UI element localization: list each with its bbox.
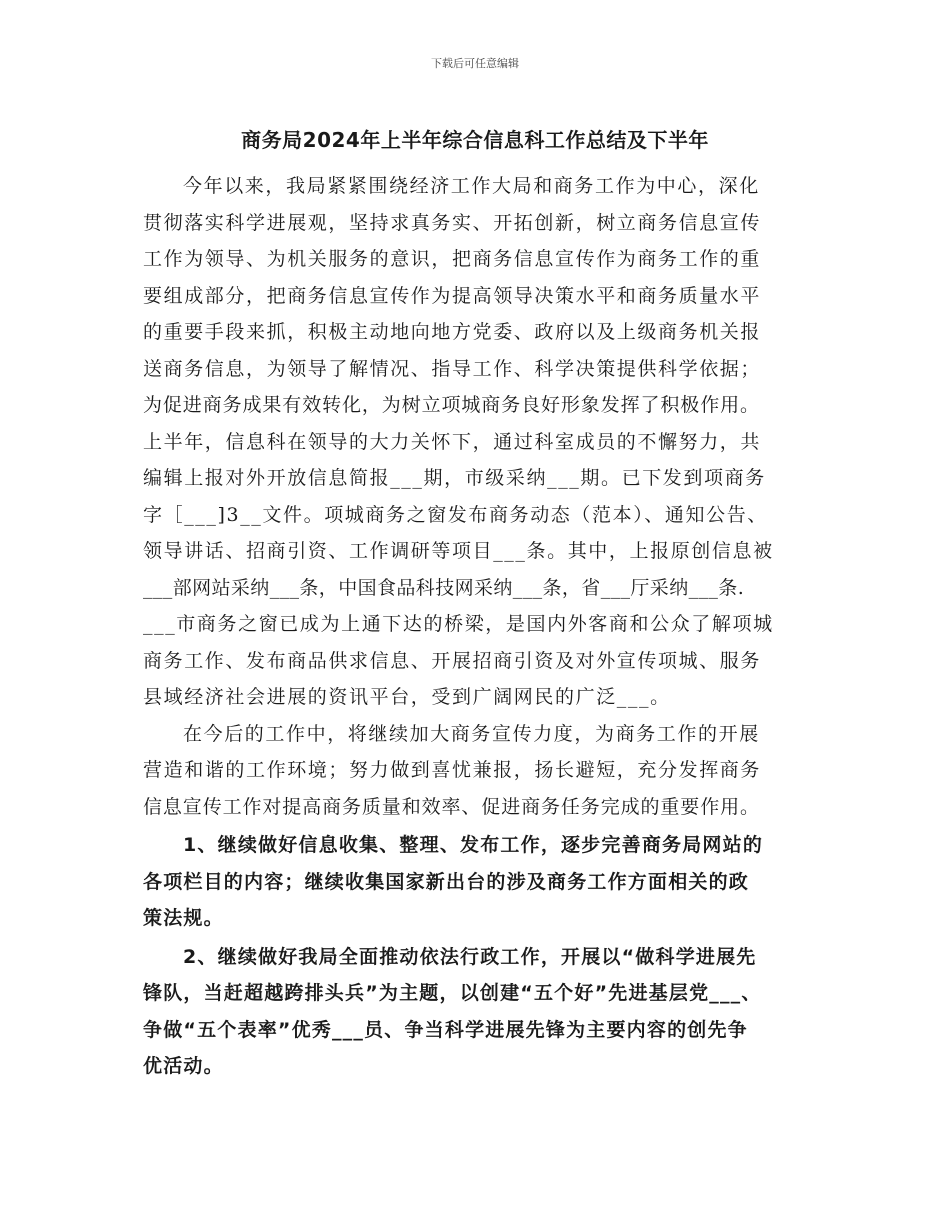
text-line: 商务工作、发布商品供求信息、开展招商引资及对外宣传项城、服务 xyxy=(143,649,762,672)
document-title: 商务局2024年上半年综合信息科工作总结及下半年 xyxy=(241,128,709,152)
text-line: ___部网站采纳___条，中国食品科技网采纳___条，省___厅采纳___条. xyxy=(143,576,745,599)
paragraph-2 xyxy=(143,716,823,826)
text-line: 各项栏目的内容；继续收集国家新出台的涉及商务工作方面相关的政 xyxy=(143,870,750,893)
text-line: 县域经济社会进展的资讯平台，受到广阔网民的广泛___。 xyxy=(143,686,671,708)
text-line: 为促进商务成果有效转化，为树立项城商务良好形象发挥了积极作用。 xyxy=(143,394,760,416)
list-item-2 xyxy=(143,939,823,1085)
text-line: 争做“五个表率”优秀___员、争当科学进展先锋为主要内容的创先争 xyxy=(143,1018,748,1041)
text-line: 领导讲话、招商引资、工作调研等项目___条。其中，上报原创信息被 xyxy=(143,540,774,562)
text-line: 要组成部分，把商务信息宣传作为提高领导决策水平和商务质量水平 xyxy=(143,284,762,307)
text-line: 优活动。 xyxy=(143,1055,224,1077)
text-line: 1、继续做好信息收集、整理、发布工作，逐步完善商务局网站的 xyxy=(183,834,764,856)
text-line: 字［___]3__文件。项城商务之窗发布商务动态（范本）、通知公告、 xyxy=(143,503,768,526)
text-line: 送商务信息，为领导了解情况、指导工作、科学决策提供科学依据； xyxy=(143,357,762,380)
text-line: 策法规。 xyxy=(143,907,224,929)
list-item-1 xyxy=(143,827,823,937)
header-note: 下载后可任意编辑 xyxy=(431,57,519,70)
text-line: 在今后的工作中，将继续加大商务宣传力度，为商务工作的开展 xyxy=(183,722,760,745)
text-line: 锋队，当赶超越跨排头兵”为主题，以创建“五个好”先进基层党___、 xyxy=(143,982,762,1004)
text-line: ___市商务之窗已成为上通下达的桥梁，是国内外客商和公众了解项城 xyxy=(143,613,774,635)
text-line: 的重要手段来抓，积极主动地向地方党委、政府以及上级商务机关报 xyxy=(143,321,762,343)
text-line: 编辑上报对外开放信息简报___期，市级采纳___期。已下发到项商务 xyxy=(143,467,766,489)
text-line: 2、继续做好我局全面推动依法行政工作，开展以“做科学进展先 xyxy=(183,945,757,968)
text-line: 信息宣传工作对提高商务质量和效率、促进商务任务完成的重要作用。 xyxy=(143,795,760,818)
text-line: 上半年，信息科在领导的大力关怀下，通过科室成员的不懈努力，共 xyxy=(143,430,762,453)
text-line: 贯彻落实科学进展观，坚持求真务实、开拓创新，树立商务信息宣传 xyxy=(143,211,762,234)
paragraph-1 xyxy=(143,168,823,716)
text-line: 营造和谐的工作环境；努力做到喜忧兼报，扬长避短，充分发挥商务 xyxy=(143,759,762,781)
text-line: 今年以来，我局紧紧围绕经济工作大局和商务工作为中心，深化 xyxy=(183,175,760,197)
text-line: 工作为领导、为机关服务的意识，把商务信息宣传作为商务工作的重 xyxy=(143,248,762,270)
document-body xyxy=(143,168,823,1085)
